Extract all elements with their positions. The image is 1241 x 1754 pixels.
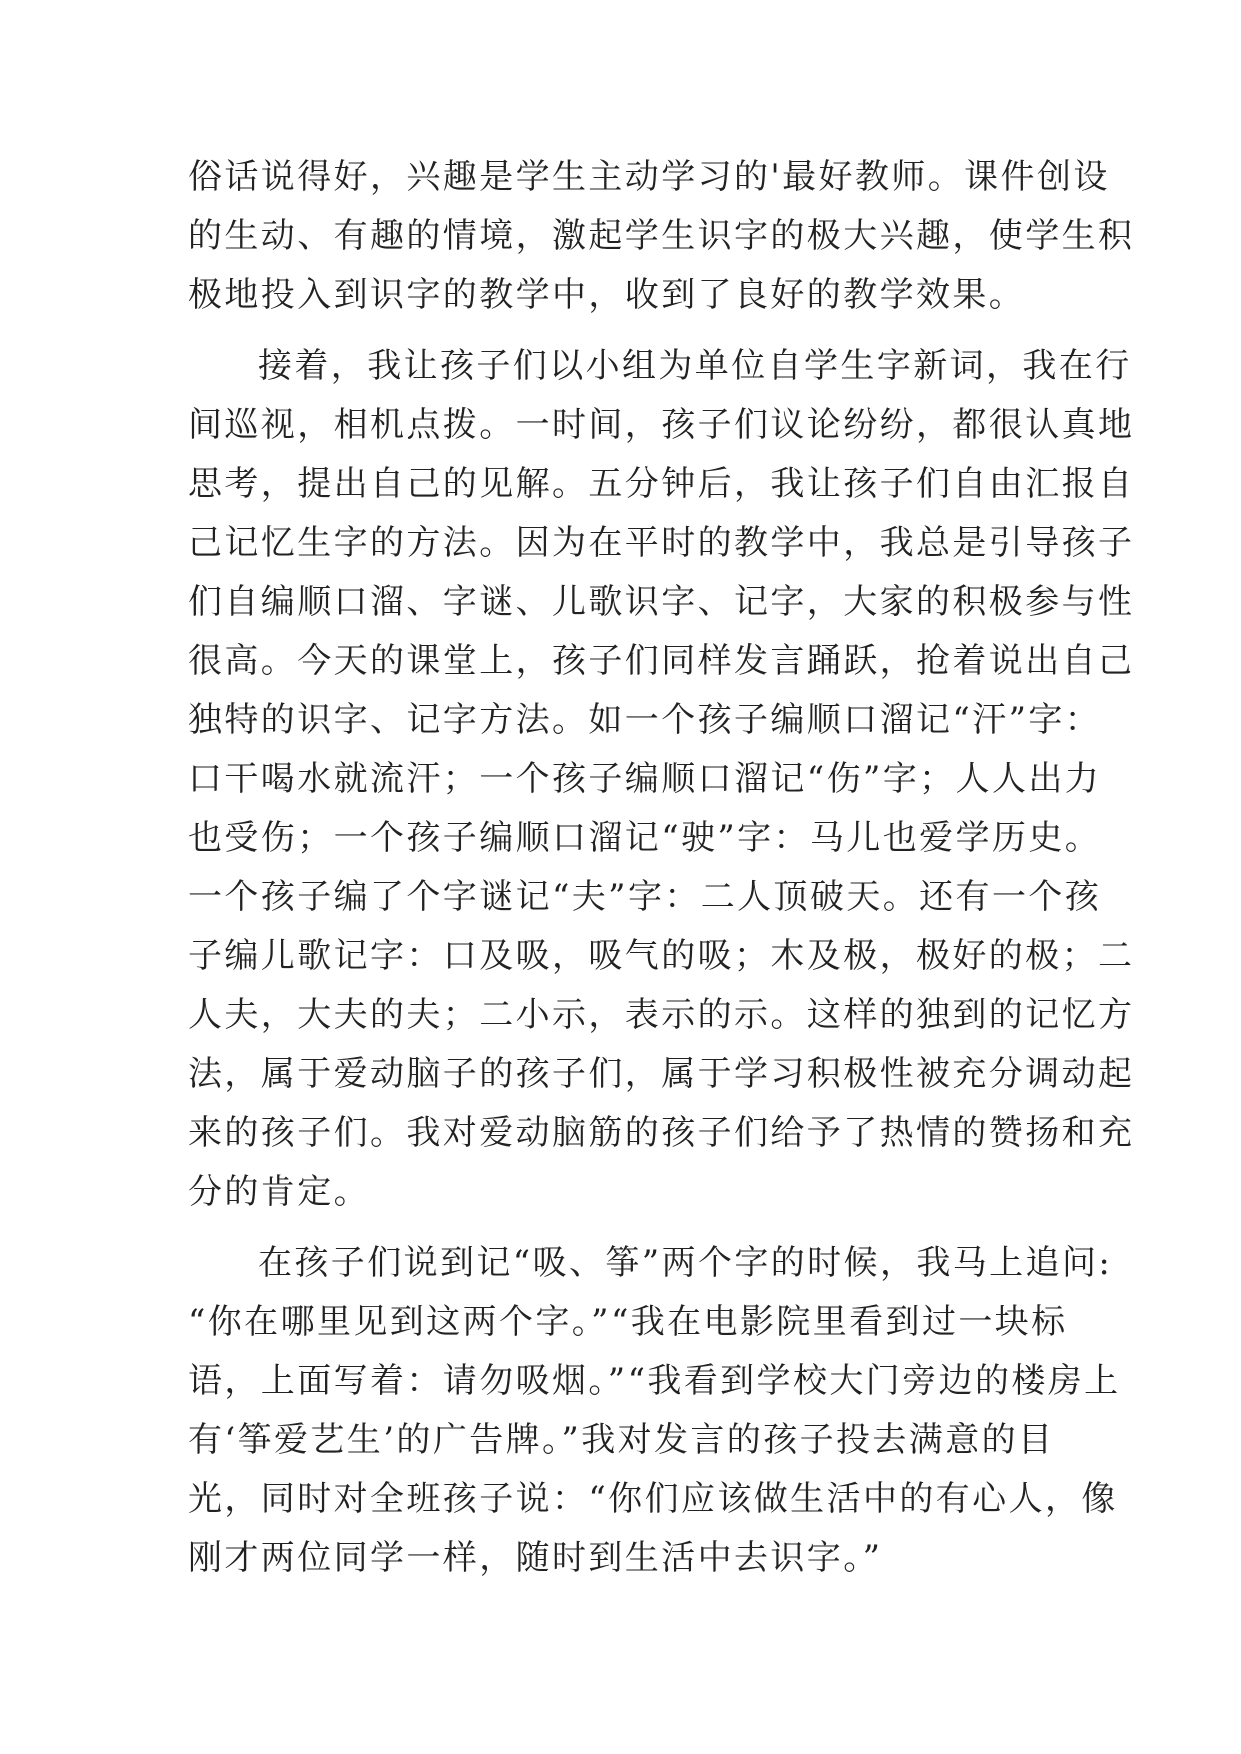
text-line: 间巡视，相机点拨。一时间，孩子们议论纷纷，都很认真地 — [188, 405, 1135, 445]
text-line: 很高。今天的课堂上，孩子们同样发言踊跃，抢着说出自己 — [188, 641, 1135, 681]
text-line: “你在哪里见到这两个字。”“我在电影院里看到过一块标 — [188, 1302, 1068, 1342]
text-line: 俗话说得好，兴趣是学生主动学习的'最好教师。课件创设 — [188, 157, 1110, 197]
text-line: 来的孩子们。我对爱动脑筋的孩子们给予了热情的赞扬和充 — [188, 1113, 1135, 1153]
body-text — [188, 148, 1135, 1588]
text-line: 子编儿歌记字：口及吸，吸气的吸；木及极，极好的极；二 — [188, 936, 1135, 976]
text-line: 己记忆生字的方法。因为在平时的教学中，我总是引导孩子 — [188, 523, 1135, 563]
text-line: 的生动、有趣的情境，激起学生识字的极大兴趣，使学生积 — [188, 216, 1135, 256]
text-line: 们自编顺口溜、字谜、儿歌识字、记字，大家的积极参与性 — [188, 582, 1135, 622]
text-line: 分的肯定。 — [188, 1172, 370, 1212]
paragraph-1 — [188, 148, 1135, 325]
text-line: 法，属于爱动脑子的孩子们，属于学习积极性被充分调动起 — [188, 1054, 1135, 1094]
text-line: 语，上面写着：请勿吸烟。”“我看到学校大门旁边的楼房上 — [188, 1361, 1121, 1401]
text-line: 口干喝水就流汗；一个孩子编顺口溜记“伤”字；人人出力 — [188, 759, 1102, 799]
text-line: 极地投入到识字的教学中，收到了良好的教学效果。 — [188, 275, 1026, 315]
text-line: 也受伤；一个孩子编顺口溜记“驶”字：马儿也爱学历史。 — [188, 818, 1102, 858]
text-line: 光，同时对全班孩子说：“你们应该做生活中的有心人，像 — [188, 1479, 1118, 1519]
text-line: 一个孩子编了个字谜记“夫”字：二人顶破天。还有一个孩 — [188, 877, 1102, 917]
text-line: 有‘筝爱艺生’的广告牌。”我对发言的孩子投去满意的目 — [188, 1420, 1055, 1460]
text-line: 独特的识字、记字方法。如一个孩子编顺口溜记“汗”字： — [188, 700, 1102, 740]
text-line: 思考，提出自己的见解。五分钟后，我让孩子们自由汇报自 — [188, 464, 1135, 504]
text-line: 人夫，大夫的夫；二小示，表示的示。这样的独到的记忆方 — [188, 995, 1135, 1035]
text-line: 接着，我让孩子们以小组为单位自学生字新词，我在行 — [258, 346, 1132, 386]
text-line: 刚才两位同学一样，随时到生活中去识字。” — [188, 1538, 883, 1578]
paragraph-2 — [188, 337, 1135, 1222]
text-line: 在孩子们说到记“吸、筝”两个字的时候，我马上追问: — [258, 1243, 1113, 1283]
paragraph-3 — [188, 1234, 1121, 1588]
